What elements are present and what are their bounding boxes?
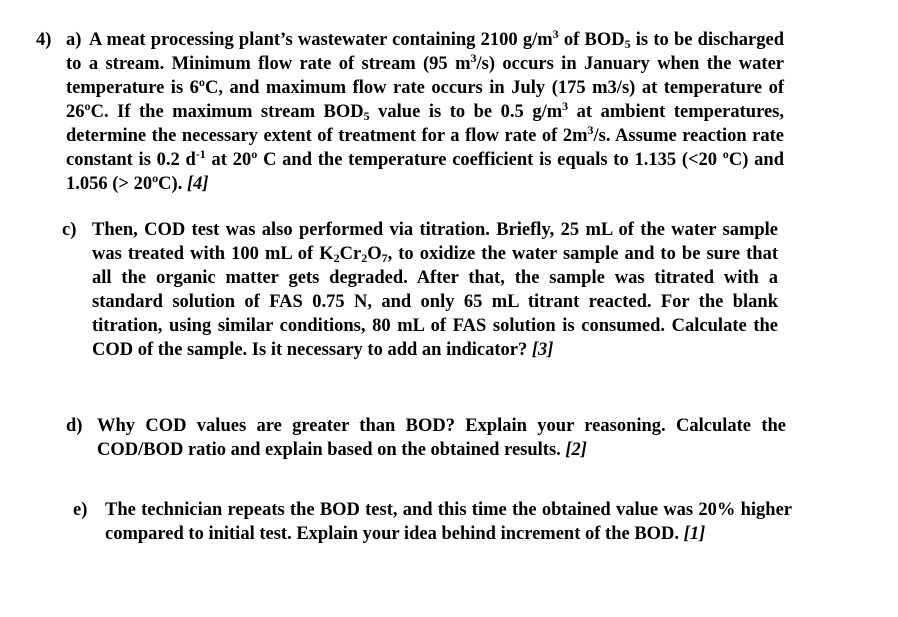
marks-label: [1] — [683, 524, 706, 544]
text-segment: value is to be 0.5 g/m — [369, 102, 563, 122]
part-d-text — [97, 414, 786, 462]
part-c-text — [92, 218, 778, 362]
superscript: 3 — [552, 27, 559, 41]
question-part-c — [62, 218, 778, 362]
text-segment: of BOD — [558, 30, 625, 50]
text-segment: is to be discharged to a stream. Minimum flow rate of stream (95 m — [66, 30, 784, 74]
part-label-d: d) — [66, 416, 83, 436]
question-part-e — [73, 498, 792, 546]
text-segment: Cr — [339, 244, 362, 264]
question-4-part-a — [36, 28, 784, 196]
question-number: 4) — [36, 30, 52, 50]
marks-label: [4] — [186, 174, 209, 194]
subscript: 5 — [624, 37, 631, 51]
subscript: 2 — [333, 251, 340, 265]
question-4a-text — [66, 28, 784, 196]
superscript: -1 — [195, 147, 206, 161]
superscript: 3 — [587, 123, 594, 137]
text-segment: O — [367, 244, 382, 264]
part-e-text — [105, 498, 792, 546]
subscript: 5 — [363, 109, 370, 123]
text-segment: /s. Assume reaction rate constant is 0.2 d — [66, 126, 784, 170]
marks-label: [2] — [565, 440, 587, 460]
text-segment: A meat processing plant’s wastewater containing 2100 g/m — [89, 30, 553, 50]
text-segment: at 20º C and the temperature coefficient is equals to 1.135 (<20 ºC) and 1.056 (> 20ºC). — [66, 150, 784, 194]
text-segment: Why COD values are greater than BOD? Explain your reasoning. Calculate the COD/BOD ratio and explain based on the obtained results. — [97, 416, 786, 460]
text-segment: , to oxidize the water sample and to be sure that all the organic matter gets degraded. After that, the sample was titrated with a standard solution of FAS 0.75 N, and only 65 mL titrant reacted. For the blank titration, using similar conditions, 80 mL of FAS solution is consumed. Calculate the COD of the sample. Is it necessary to add an indicator? — [92, 244, 778, 360]
part-label-c: c) — [62, 220, 77, 240]
subscript: 7 — [381, 251, 388, 265]
question-part-d — [66, 414, 786, 462]
text-segment: Then, COD test was also performed via titration. Briefly, 25 mL of the water sample was treated with 100 mL of K — [92, 220, 778, 264]
superscript: 3 — [470, 51, 477, 65]
text-segment: The technician repeats the BOD test, and this time the obtained value was 20% higher compared to initial test. Explain your idea behind increment of the BOD. — [105, 500, 792, 544]
part-label-a: a) — [66, 30, 82, 50]
superscript: 3 — [562, 99, 569, 113]
text-segment: at ambient temperatures, determine the necessary extent of treatment for a flow rate of 2m — [66, 102, 784, 146]
text-segment: /s) occurs in January when the water temperature is 6ºC, and maximum flow rate occurs in July (175 m3/s) at temperature of 26ºC. If the maximum stream BOD — [66, 54, 785, 122]
subscript: 2 — [361, 251, 368, 265]
marks-label: [3] — [531, 340, 554, 360]
part-label-e: e) — [73, 500, 88, 520]
